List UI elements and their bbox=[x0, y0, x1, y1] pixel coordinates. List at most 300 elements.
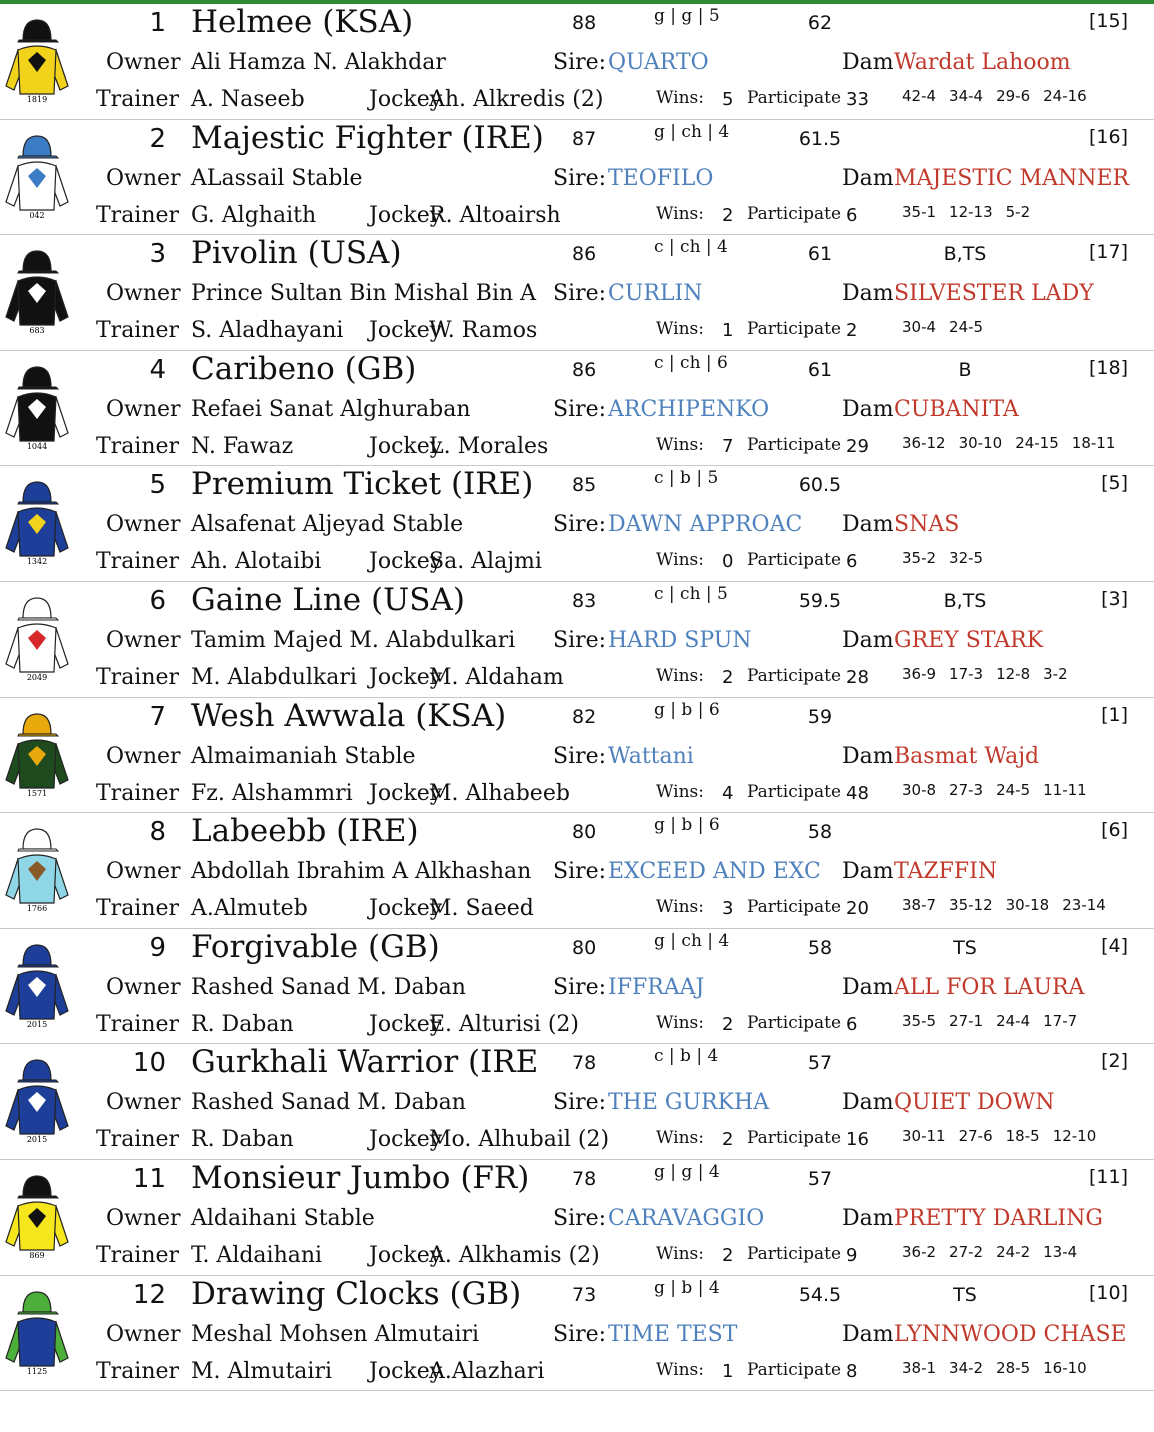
wins-count: 2 bbox=[722, 204, 734, 226]
dam-name[interactable]: MAJESTIC MANNER bbox=[894, 165, 1130, 191]
jockey-name[interactable]: R. Altoairsh bbox=[429, 202, 561, 228]
owner-label: Owner bbox=[106, 165, 181, 191]
trainer-label: Trainer bbox=[96, 202, 180, 228]
wins-count: 7 bbox=[722, 435, 734, 457]
jockey-label: Jockey bbox=[369, 433, 443, 459]
form-entry: 24-4 bbox=[996, 1011, 1031, 1030]
horse-weight: 61 bbox=[807, 243, 833, 266]
sire-name[interactable]: DAWN APPROAC bbox=[608, 512, 803, 538]
horse-rating: 88 bbox=[572, 12, 597, 34]
participate-label-wrap bbox=[747, 1128, 842, 1149]
dam-label: Dam bbox=[842, 743, 894, 769]
horse-rating: 78 bbox=[572, 1167, 597, 1190]
trainer-label-wrap bbox=[96, 87, 190, 112]
trainer-label: Trainer bbox=[96, 1358, 180, 1384]
sire-name[interactable]: HARD SPUN bbox=[608, 627, 752, 653]
sire-label: Sire: bbox=[553, 859, 607, 885]
jockey-silks-icon bbox=[4, 592, 70, 682]
wins-count: 3 bbox=[722, 898, 734, 920]
form-entry: 38-1 bbox=[902, 1358, 937, 1377]
wins-label: Wins: bbox=[656, 434, 705, 455]
cap-shape bbox=[23, 251, 51, 271]
cap-shape bbox=[23, 136, 51, 156]
jockey-name[interactable]: E. Alturisi (2) bbox=[429, 1011, 580, 1037]
dam-name[interactable]: GREY STARK bbox=[894, 627, 1044, 653]
horse-details: c | ch | 5 bbox=[654, 583, 728, 604]
participate-label-wrap bbox=[747, 550, 842, 571]
participate-label: Participate bbox=[747, 319, 842, 340]
dam-name[interactable]: SILVESTER LADY bbox=[894, 281, 1094, 307]
draw-number: [2] bbox=[1101, 1050, 1128, 1073]
wins-label: Wins: bbox=[656, 1128, 705, 1149]
owner-label: Owner bbox=[106, 512, 181, 538]
form-entry: 27-6 bbox=[958, 1127, 993, 1146]
silk-number: 869 bbox=[29, 1250, 45, 1260]
sire-name[interactable]: THE GURKHA bbox=[608, 1090, 770, 1116]
owner-label: Owner bbox=[106, 627, 181, 653]
horse-details: c | ch | 4 bbox=[654, 237, 728, 258]
saddle-number: 12 bbox=[132, 1279, 166, 1310]
owner-name[interactable]: Almaimaniah Stable bbox=[191, 743, 416, 769]
runner-row bbox=[0, 813, 1154, 929]
participate-count: 6 bbox=[846, 1013, 858, 1035]
form-entry: 36-12 bbox=[902, 433, 946, 452]
trainer-label-wrap bbox=[96, 1011, 190, 1037]
form-entry: 17-7 bbox=[1043, 1011, 1078, 1030]
recent-form bbox=[902, 781, 1100, 799]
owner-label: Owner bbox=[106, 974, 181, 1000]
sire-label: Sire: bbox=[553, 512, 607, 538]
horse-details: g | g | 4 bbox=[654, 1161, 720, 1182]
sire-name[interactable]: CURLIN bbox=[608, 281, 703, 307]
sire-name[interactable]: IFFRAAJ bbox=[608, 974, 705, 1000]
recent-form bbox=[902, 1359, 1100, 1377]
jockey-name[interactable]: A.Alazhari bbox=[429, 1358, 545, 1384]
form-entry: 18-5 bbox=[1005, 1127, 1040, 1146]
sire-name[interactable]: ARCHIPENKO bbox=[608, 396, 770, 422]
wins-count: 0 bbox=[722, 551, 734, 573]
form-entry: 36-9 bbox=[902, 664, 937, 683]
horse-details: c | b | 4 bbox=[654, 1046, 719, 1067]
participate-count: 28 bbox=[846, 666, 869, 688]
jockey-label: Jockey bbox=[369, 1242, 443, 1268]
trainer-label-wrap bbox=[96, 433, 190, 459]
trainer-label: Trainer bbox=[96, 549, 180, 575]
form-entry: 24-2 bbox=[996, 1242, 1031, 1261]
wins-count: 4 bbox=[722, 782, 734, 804]
cap-peak-shape bbox=[18, 1080, 58, 1082]
saddle-number: 6 bbox=[149, 585, 166, 616]
saddle-number: 10 bbox=[132, 1048, 166, 1079]
horse-details: c | b | 5 bbox=[654, 468, 719, 489]
jockey-silks-icon bbox=[4, 14, 70, 104]
recent-form bbox=[902, 549, 996, 567]
wins-count: 2 bbox=[722, 1013, 734, 1035]
trainer-label: Trainer bbox=[96, 87, 180, 112]
cap-peak-shape bbox=[18, 502, 58, 504]
owner-name[interactable]: Meshal Mohsen Almutairi bbox=[191, 1321, 480, 1347]
trainer-name[interactable]: Ah. Alotaibi bbox=[191, 549, 322, 575]
saddle-number: 3 bbox=[149, 239, 166, 270]
form-entry: 18-11 bbox=[1071, 433, 1116, 452]
silk-number: 1125 bbox=[26, 1366, 48, 1376]
horse-weight: 58 bbox=[807, 821, 833, 844]
owner-name[interactable]: ALassail Stable bbox=[191, 165, 363, 191]
trainer-name[interactable]: A.Almuteb bbox=[191, 896, 308, 922]
jockey-silks-icon bbox=[4, 1170, 70, 1260]
jockey-silks-icon bbox=[4, 245, 70, 335]
dam-label: Dam bbox=[842, 165, 894, 191]
form-entry: 16-10 bbox=[1043, 1358, 1087, 1377]
trainer-name[interactable]: M. Almutairi bbox=[191, 1358, 333, 1384]
dam-label: Dam bbox=[842, 1205, 894, 1231]
participate-label: Participate bbox=[747, 203, 842, 224]
sire-label: Sire: bbox=[553, 396, 607, 422]
runner-row bbox=[0, 929, 1154, 1045]
form-entry: 24-16 bbox=[1043, 87, 1087, 105]
dam-name[interactable]: PRETTY DARLING bbox=[894, 1205, 1103, 1231]
recent-form bbox=[902, 434, 1128, 452]
runners-list bbox=[0, 4, 1154, 1391]
jockey-label: Jockey bbox=[369, 1127, 443, 1153]
trainer-label: Trainer bbox=[96, 318, 180, 344]
jockey-label: Jockey bbox=[369, 896, 443, 922]
draw-number: [15] bbox=[1088, 10, 1128, 32]
horse-details: g | b | 6 bbox=[654, 815, 720, 836]
form-entry: 17-3 bbox=[949, 664, 984, 683]
recent-form bbox=[902, 318, 996, 336]
trainer-name[interactable]: G. Alghaith bbox=[191, 202, 317, 228]
form-entry: 5-2 bbox=[1005, 202, 1031, 221]
dam-name[interactable]: LYNNWOOD CHASE bbox=[894, 1321, 1127, 1347]
participate-count: 9 bbox=[846, 1244, 858, 1266]
dam-name[interactable]: TAZFFIN bbox=[894, 859, 998, 885]
draw-number: [6] bbox=[1101, 819, 1128, 842]
participate-label: Participate bbox=[747, 897, 842, 918]
cap-peak-shape bbox=[18, 849, 58, 851]
wins-label: Wins: bbox=[656, 1243, 705, 1264]
horse-name[interactable]: Labeebb (IRE) bbox=[191, 813, 419, 850]
trainer-name[interactable]: A. Naseeb bbox=[191, 87, 305, 112]
horse-rating: 82 bbox=[572, 705, 597, 728]
form-entry: 27-3 bbox=[949, 780, 984, 799]
jockey-name[interactable]: L. Morales bbox=[429, 433, 549, 459]
wins-label: Wins: bbox=[656, 1012, 705, 1033]
silk-number: 1342 bbox=[26, 557, 48, 567]
horse-name[interactable]: Helmee (KSA) bbox=[191, 4, 414, 40]
cap-shape bbox=[23, 945, 51, 965]
sire-name[interactable]: TEOFILO bbox=[608, 165, 714, 191]
jockey-silks-icon bbox=[4, 476, 70, 566]
sire-name[interactable]: CARAVAGGIO bbox=[608, 1205, 765, 1231]
silk-number: 2015 bbox=[26, 1019, 48, 1029]
trainer-label: Trainer bbox=[96, 896, 180, 922]
dam-name[interactable]: SNAS bbox=[894, 512, 960, 538]
participate-count: 2 bbox=[846, 320, 858, 342]
trainer-name[interactable]: Fz. Alshammri bbox=[191, 780, 353, 806]
form-entry: 12-13 bbox=[949, 202, 993, 221]
horse-details: g | b | 4 bbox=[654, 1277, 720, 1298]
saddle-number: 7 bbox=[149, 701, 166, 732]
owner-label: Owner bbox=[106, 1321, 181, 1347]
form-entry: 30-8 bbox=[902, 780, 937, 799]
sire-name[interactable]: EXCEED AND EXC bbox=[608, 859, 821, 885]
silk-number: 1571 bbox=[26, 788, 48, 798]
form-entry: 30-4 bbox=[902, 318, 937, 337]
horse-weight: 59 bbox=[807, 705, 833, 728]
owner-name[interactable]: Tamim Majed M. Alabdulkari bbox=[191, 627, 516, 653]
sire-label: Sire: bbox=[553, 1205, 607, 1231]
trainer-name[interactable]: N. Fawaz bbox=[191, 433, 294, 459]
cap-shape bbox=[23, 1060, 51, 1080]
wins-count: 2 bbox=[722, 1129, 734, 1151]
form-entry: 24-5 bbox=[949, 318, 984, 337]
dam-name[interactable]: Basmat Wajd bbox=[894, 743, 1040, 769]
jockey-name[interactable]: Ah. Alkredis (2) bbox=[429, 87, 604, 112]
trainer-label: Trainer bbox=[96, 433, 180, 459]
sire-label: Sire: bbox=[553, 743, 607, 769]
form-entry: 30-10 bbox=[958, 433, 1003, 452]
form-entry: 24-5 bbox=[996, 780, 1031, 799]
dam-name[interactable]: ALL FOR LAURA bbox=[894, 974, 1085, 1000]
form-entry: 35-12 bbox=[949, 896, 993, 915]
draw-number: [18] bbox=[1088, 356, 1128, 379]
jockey-silks-icon bbox=[4, 130, 70, 220]
equipment: B bbox=[958, 358, 972, 381]
owner-name[interactable]: Prince Sultan Bin Mishal Bin A bbox=[191, 281, 537, 307]
cap-shape bbox=[23, 598, 51, 618]
wins-label: Wins: bbox=[656, 203, 705, 224]
jockey-label: Jockey bbox=[369, 664, 443, 690]
horse-rating: 80 bbox=[572, 936, 597, 959]
trainer-label: Trainer bbox=[96, 1011, 180, 1037]
participate-count: 29 bbox=[846, 435, 869, 457]
horse-name[interactable]: Wesh Awwala (KSA) bbox=[191, 697, 507, 734]
horse-weight: 57 bbox=[807, 1052, 833, 1075]
form-entry: 35-1 bbox=[902, 202, 937, 221]
horse-rating: 73 bbox=[572, 1283, 597, 1306]
horse-weight: 54.5 bbox=[798, 1283, 842, 1306]
trainer-label-wrap bbox=[96, 202, 190, 228]
horse-details: g | b | 6 bbox=[654, 699, 720, 720]
jockey-name[interactable]: M. Saeed bbox=[429, 896, 534, 922]
form-entry: 42-4 bbox=[902, 87, 937, 105]
horse-name[interactable]: Drawing Clocks (GB) bbox=[191, 1275, 522, 1312]
horse-rating: 86 bbox=[572, 243, 597, 266]
trainer-label: Trainer bbox=[96, 780, 180, 806]
sire-name[interactable]: Wattani bbox=[608, 743, 694, 769]
horse-name[interactable]: Gaine Line (USA) bbox=[191, 581, 465, 618]
trainer-label-wrap bbox=[96, 664, 190, 690]
form-entry: 3-2 bbox=[1043, 664, 1068, 683]
jockey-label: Jockey bbox=[369, 780, 443, 806]
trainer-label-wrap bbox=[96, 318, 190, 344]
equipment: B,TS bbox=[943, 243, 987, 266]
wins-label: Wins: bbox=[656, 665, 705, 686]
jockey-name[interactable]: W. Ramos bbox=[429, 318, 538, 344]
participate-count: 48 bbox=[846, 782, 869, 804]
owner-name[interactable]: Ali Hamza N. Alakhdar bbox=[191, 50, 446, 75]
silk-number: 1819 bbox=[26, 95, 48, 104]
recent-form bbox=[902, 1243, 1090, 1261]
dam-name[interactable]: Wardat Lahoom bbox=[894, 50, 1071, 75]
horse-details: c | ch | 6 bbox=[654, 352, 728, 373]
draw-number: [3] bbox=[1101, 587, 1128, 610]
form-entry: 29-6 bbox=[996, 87, 1031, 105]
recent-form bbox=[902, 665, 1081, 683]
owner-name[interactable]: Rashed Sanad M. Daban bbox=[191, 974, 466, 1000]
sire-label: Sire: bbox=[553, 974, 607, 1000]
participate-label-wrap bbox=[747, 434, 842, 455]
sire-name[interactable]: QUARTO bbox=[608, 50, 709, 75]
owner-name[interactable]: Rashed Sanad M. Daban bbox=[191, 1090, 466, 1116]
participate-label-wrap bbox=[747, 665, 842, 686]
runner-row bbox=[0, 1160, 1154, 1276]
dam-name[interactable]: QUIET DOWN bbox=[894, 1090, 1055, 1116]
cap-peak-shape bbox=[18, 40, 58, 42]
runner-row bbox=[0, 698, 1154, 814]
owner-label: Owner bbox=[106, 281, 181, 307]
dam-label: Dam bbox=[842, 627, 894, 653]
wins-count: 1 bbox=[722, 1360, 734, 1382]
participate-label: Participate bbox=[747, 1012, 842, 1033]
saddle-number: 2 bbox=[149, 123, 166, 154]
trainer-name[interactable]: M. Alabdulkari bbox=[191, 664, 357, 690]
jockey-name[interactable]: M. Alhabeeb bbox=[429, 780, 570, 806]
dam-label: Dam bbox=[842, 512, 894, 538]
sire-label: Sire: bbox=[553, 627, 607, 653]
wins-count: 1 bbox=[722, 320, 734, 342]
horse-name[interactable]: Majestic Fighter (IRE) bbox=[191, 119, 544, 156]
participate-count: 6 bbox=[846, 551, 858, 573]
dam-label: Dam bbox=[842, 50, 894, 75]
dam-name[interactable]: CUBANITA bbox=[894, 396, 1019, 422]
cap-shape bbox=[23, 714, 51, 734]
participate-label-wrap bbox=[747, 781, 842, 802]
wins-count: 2 bbox=[722, 1244, 734, 1266]
form-entry: 28-5 bbox=[996, 1358, 1031, 1377]
trainer-name[interactable]: S. Aladhayani bbox=[191, 318, 344, 344]
wins-label: Wins: bbox=[656, 1359, 705, 1380]
draw-number: [1] bbox=[1101, 703, 1128, 726]
participate-count: 6 bbox=[846, 204, 858, 226]
trainer-label-wrap bbox=[96, 780, 190, 806]
cap-shape bbox=[23, 482, 51, 502]
horse-weight: 62 bbox=[807, 12, 833, 34]
dam-label: Dam bbox=[842, 1321, 894, 1347]
trainer-label-wrap bbox=[96, 1242, 190, 1268]
recent-form bbox=[902, 203, 1043, 221]
owner-name[interactable]: Aldaihani Stable bbox=[191, 1205, 375, 1231]
wins-label: Wins: bbox=[656, 319, 705, 340]
sire-label: Sire: bbox=[553, 1321, 607, 1347]
wins-count: 2 bbox=[722, 666, 734, 688]
horse-name[interactable]: Pivolin (USA) bbox=[191, 235, 402, 272]
participate-label-wrap bbox=[747, 1359, 842, 1380]
owner-label: Owner bbox=[106, 396, 181, 422]
form-entry: 27-1 bbox=[949, 1011, 984, 1030]
dam-label: Dam bbox=[842, 859, 894, 885]
jockey-silks-icon bbox=[4, 1286, 70, 1376]
horse-weight: 61.5 bbox=[798, 127, 842, 150]
participate-label: Participate bbox=[747, 1359, 842, 1380]
draw-number: [10] bbox=[1088, 1281, 1128, 1304]
sire-label: Sire: bbox=[553, 50, 607, 75]
form-entry: 24-15 bbox=[1015, 433, 1059, 452]
jockey-name[interactable]: M. Aldaham bbox=[429, 664, 564, 690]
sire-name[interactable]: TIME TEST bbox=[608, 1321, 738, 1347]
participate-label-wrap bbox=[747, 203, 842, 224]
runner-row bbox=[0, 351, 1154, 467]
wins-label: Wins: bbox=[656, 897, 705, 918]
trainer-name[interactable]: T. Aldaihani bbox=[191, 1242, 323, 1268]
jockey-name[interactable]: Mo. Alhubail (2) bbox=[429, 1127, 610, 1153]
trainer-name[interactable]: R. Daban bbox=[191, 1127, 294, 1153]
jockey-label: Jockey bbox=[369, 202, 443, 228]
draw-number: [5] bbox=[1101, 472, 1128, 495]
recent-form bbox=[902, 896, 1119, 914]
owner-label: Owner bbox=[106, 1205, 181, 1231]
trainer-label: Trainer bbox=[96, 1242, 180, 1268]
runner-row bbox=[0, 235, 1154, 351]
participate-label: Participate bbox=[747, 781, 842, 802]
participate-label-wrap bbox=[747, 88, 842, 108]
silk-number: 2049 bbox=[26, 672, 48, 682]
trainer-name[interactable]: R. Daban bbox=[191, 1011, 294, 1037]
horse-name[interactable]: Premium Ticket (IRE) bbox=[191, 466, 534, 503]
trainer-label: Trainer bbox=[96, 1127, 180, 1153]
form-entry: 13-4 bbox=[1043, 1242, 1078, 1261]
owner-name[interactable]: Alsafenat Aljeyad Stable bbox=[191, 512, 464, 538]
form-entry: 27-2 bbox=[949, 1242, 984, 1261]
dam-label: Dam bbox=[842, 1090, 894, 1116]
participate-label-wrap bbox=[747, 1243, 842, 1264]
cap-shape bbox=[23, 20, 51, 40]
form-entry: 30-18 bbox=[1005, 896, 1050, 915]
form-entry: 30-11 bbox=[902, 1127, 946, 1146]
horse-name[interactable]: Gurkhali Warrior (IRE bbox=[191, 1044, 539, 1081]
wins-count: 5 bbox=[722, 89, 734, 110]
cap-shape bbox=[23, 1176, 51, 1196]
draw-number: [11] bbox=[1088, 1165, 1128, 1188]
jockey-name[interactable]: A. Alkhamis (2) bbox=[429, 1242, 600, 1268]
participate-label: Participate bbox=[747, 550, 842, 571]
owner-name[interactable]: Refaei Sanat Alghuraban bbox=[191, 396, 471, 422]
participate-label: Participate bbox=[747, 1128, 842, 1149]
form-entry: 11-11 bbox=[1043, 780, 1087, 799]
horse-name[interactable]: Monsieur Jumbo (FR) bbox=[191, 1159, 530, 1196]
wins-label: Wins: bbox=[656, 88, 705, 108]
jockey-name[interactable]: Sa. Alajmi bbox=[429, 549, 542, 575]
equipment: TS bbox=[953, 1283, 977, 1306]
trainer-label-wrap bbox=[96, 1358, 190, 1384]
horse-rating: 85 bbox=[572, 474, 597, 497]
participate-count: 16 bbox=[846, 1129, 869, 1151]
horse-name[interactable]: Caribeno (GB) bbox=[191, 350, 417, 387]
jockey-label: Jockey bbox=[369, 1358, 443, 1384]
equipment: B,TS bbox=[943, 589, 987, 612]
sire-label: Sire: bbox=[553, 281, 607, 307]
owner-label: Owner bbox=[106, 50, 181, 75]
owner-name[interactable]: Abdollah Ibrahim A Alkhashan bbox=[191, 859, 532, 885]
dam-label: Dam bbox=[842, 396, 894, 422]
saddle-number: 11 bbox=[132, 1163, 166, 1194]
horse-details: g | ch | 4 bbox=[654, 930, 730, 951]
form-entry: 23-14 bbox=[1062, 896, 1106, 915]
participate-label: Participate bbox=[747, 88, 842, 108]
horse-name[interactable]: Forgivable (GB) bbox=[191, 928, 440, 965]
runner-row bbox=[0, 1276, 1154, 1392]
